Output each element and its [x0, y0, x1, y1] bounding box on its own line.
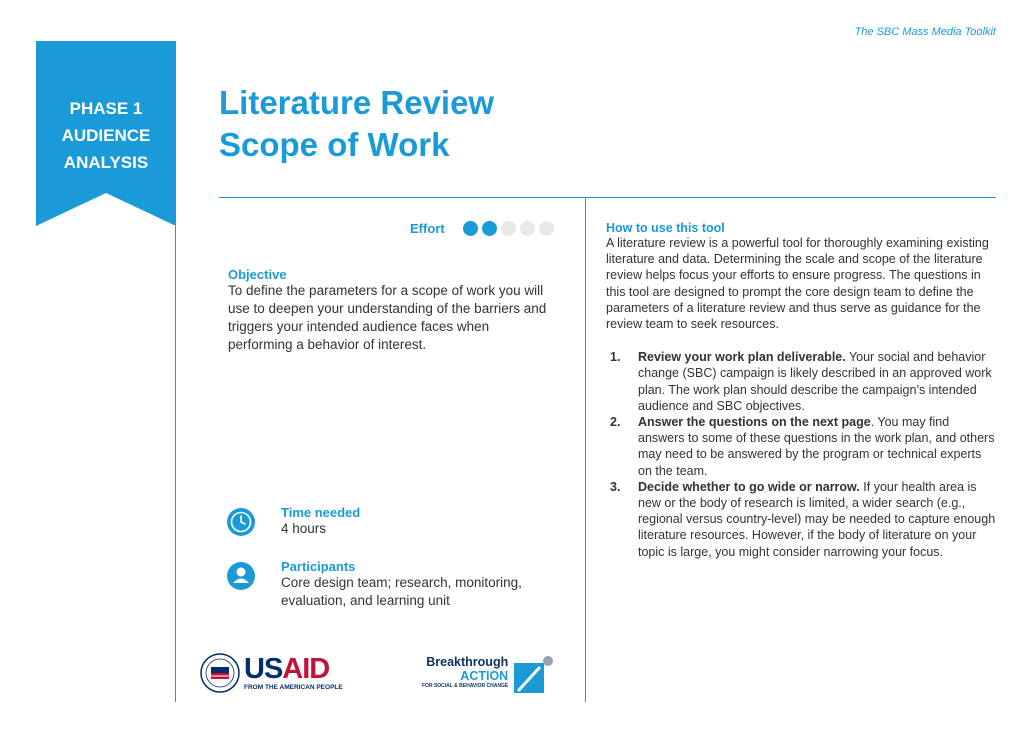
objective-section	[228, 267, 548, 354]
participants-value: Core design team; research, monitoring, evaluation, and learning unit	[281, 575, 522, 608]
step-bold-text: Review your work plan deliverable.	[638, 350, 846, 365]
person-icon	[226, 561, 256, 591]
effort-dot	[482, 221, 497, 236]
title-underline	[219, 197, 996, 198]
left-divider	[175, 226, 176, 702]
time-needed-value: 4 hours	[281, 521, 327, 536]
effort-label: Effort	[410, 221, 445, 236]
banner-phase: PHASE 1	[69, 99, 143, 118]
step-number: 3.	[610, 479, 621, 494]
usaid-us: US	[244, 652, 283, 685]
step-number: 2.	[610, 415, 621, 430]
column-divider	[585, 198, 586, 702]
title-line-1: Literature Review	[219, 84, 495, 121]
step-bold-text: Decide whether to go wide or narrow.	[638, 479, 860, 494]
usaid-aid: AID	[282, 652, 330, 685]
clock-icon	[226, 507, 256, 537]
breakthrough-action-logo	[422, 655, 556, 695]
ba-action: ACTION	[460, 669, 509, 683]
step-bold-text: Answer the questions on the next page	[638, 415, 871, 430]
title-line-2: Scope of Work	[219, 126, 450, 163]
banner-analysis: ANALYSIS	[63, 153, 149, 172]
usaid-wordmark	[244, 652, 343, 685]
effort-dot	[501, 221, 516, 236]
toolkit-title: The SBC Mass Media Toolkit	[854, 26, 996, 38]
how-to-use-heading: How to use this tool	[606, 221, 725, 235]
list-item	[606, 349, 998, 414]
usaid-tagline: FROM THE AMERICAN PEOPLE	[244, 683, 343, 691]
list-item	[606, 479, 998, 560]
objective-text: To define the parameters for a scope of work you will use to deepen your understanding of the barriers and triggers your intended audience faces when performing a behavior of interest.	[228, 283, 547, 352]
step-text: . You may find answers to some of these questions in the work plan, and others may need to be answered by the program or technical experts on the team.	[638, 415, 995, 478]
ba-tagline: FOR SOCIAL & BEHAVIOR CHANGE	[422, 683, 509, 689]
effort-dot	[520, 221, 535, 236]
effort-dot	[539, 221, 554, 236]
banner-audience: AUDIENCE	[61, 126, 151, 145]
usaid-logo	[200, 653, 343, 693]
effort-indicator	[410, 221, 558, 236]
ba-breakthrough: Breakthrough	[426, 655, 509, 669]
objective-heading: Objective	[228, 267, 287, 282]
usaid-seal-icon	[200, 653, 240, 693]
ba-emblem-icon	[512, 655, 556, 695]
time-needed-heading: Time needed	[281, 505, 361, 520]
page-title	[219, 82, 494, 166]
how-to-use-intro: A literature review is a powerful tool for thoroughly examining existing literature and data. Determining the scale and scope of the literature review helps focus your efforts to ensure progress. The questions in this tool are designed to prompt the core design team to define the parameters of a literature review and thus serve as guidance for the review team to seek resources.	[606, 236, 989, 332]
steps-list	[606, 349, 998, 560]
participants-heading: Participants	[281, 559, 356, 574]
step-number: 1.	[610, 350, 621, 365]
effort-dot	[463, 221, 478, 236]
step-text: Your social and behavior change (SBC) campaign is likely described in an approved work plan. The work plan should describe the campaign’s intended audience and SBC objectives.	[638, 350, 992, 413]
step-text: If your health area is new or the body of research is limited, a wider search (e.g., regional versus country-level) may be needed to capture enough literature resources. However, if the body of literature on your topic is large, you might consider narrowing your focus.	[638, 479, 996, 559]
phase-banner	[36, 41, 176, 226]
how-to-use-section	[606, 221, 998, 560]
list-item	[606, 414, 998, 479]
